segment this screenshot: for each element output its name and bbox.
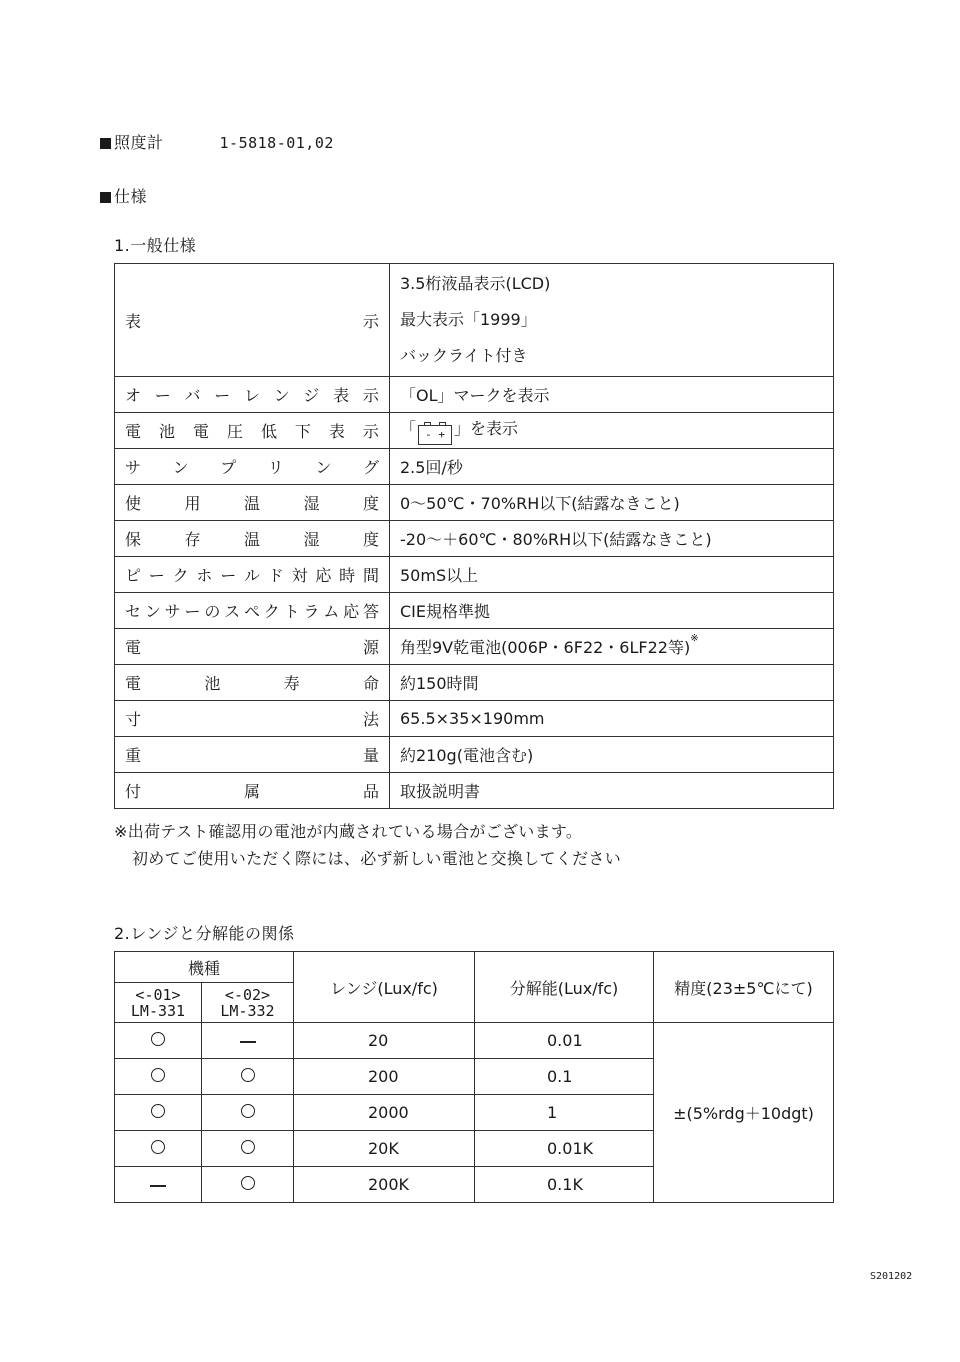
spec-key-label <box>125 779 379 802</box>
range-title: 2.レンジと分解能の関係 <box>114 924 295 943</box>
spec-key <box>115 701 390 737</box>
spec-key-char: ク <box>172 566 189 585</box>
spec-key-char: 表 <box>328 422 345 441</box>
spec-key-char: 応 <box>315 566 332 585</box>
doc-code: S201202 <box>870 1271 913 1282</box>
spec-key-label <box>125 455 379 478</box>
spec-key-char: 示 <box>362 311 379 331</box>
model-02-mark <box>202 1167 294 1203</box>
resolution-value: 0.01 <box>475 1023 654 1059</box>
table-row <box>115 264 834 377</box>
spec-value: CIE規格準拠 <box>390 593 834 629</box>
table-row <box>115 737 834 773</box>
spec-key-char: 圧 <box>226 422 243 441</box>
spec-value: 角型9V乾電池(006P・6F22・6LF22等)※ <box>390 629 834 665</box>
range-header: レンジ(Lux/fc) <box>294 952 475 1023</box>
spec-key-char: ー <box>220 566 237 585</box>
spec-key-char: ン <box>315 458 332 477</box>
spec-key-char: ー <box>154 386 171 405</box>
spec-key <box>115 413 390 449</box>
spec-key <box>115 449 390 485</box>
resolution-header: 分解能(Lux/fc) <box>475 952 654 1023</box>
available-circle-icon <box>241 1068 255 1082</box>
general-spec-title: 1.一般仕様 <box>114 236 197 255</box>
spec-value: 0～50℃・70%RH以下(結露なきこと) <box>390 485 834 521</box>
table-row <box>115 377 834 413</box>
spec-key-label <box>125 563 379 586</box>
unavailable-dash-icon <box>240 1041 256 1043</box>
spec-key-char: 度 <box>362 530 379 549</box>
spec-key <box>115 264 390 377</box>
square-bullet-icon <box>100 192 111 203</box>
spec-key-char: ペ <box>243 602 260 621</box>
table-row <box>115 521 834 557</box>
available-circle-icon <box>151 1104 165 1118</box>
table-header-row <box>115 952 834 983</box>
spec-key-char: 池 <box>204 674 221 693</box>
table-row <box>115 413 834 449</box>
range-value: 200 <box>294 1059 475 1095</box>
spec-key-char: ホ <box>196 566 213 585</box>
model-02-mark <box>202 1095 294 1131</box>
spec-key-label <box>125 743 379 766</box>
model-01-header: <-01> LM-331 <box>115 983 202 1023</box>
unavailable-dash-icon <box>150 1185 166 1187</box>
spec-heading: 仕様 <box>100 184 147 207</box>
table-row <box>115 593 834 629</box>
spec-key-char: ド <box>267 566 284 585</box>
spec-key-char: 間 <box>362 566 379 585</box>
table-row <box>115 449 834 485</box>
spec-key-char: ト <box>283 602 300 621</box>
spec-key-char: レ <box>243 386 260 405</box>
spec-key-char: ー <box>184 602 201 621</box>
model-02-header: <-02> LM-332 <box>202 983 294 1023</box>
spec-value: 3.5桁液晶表示(LCD) 最大表示「1999」 バックライト付き <box>390 264 834 377</box>
spec-key-char: 湿 <box>303 530 320 549</box>
table-row <box>115 485 834 521</box>
accuracy-header: 精度(23±5℃にて) <box>654 952 834 1023</box>
spec-key-label <box>125 419 379 442</box>
spec-key-char: の <box>204 602 221 621</box>
resolution-value: 0.1 <box>475 1059 654 1095</box>
spec-key-char: 時 <box>339 566 356 585</box>
resolution-value: 0.1K <box>475 1167 654 1203</box>
spec-key-char: オ <box>125 386 142 405</box>
spec-key-char: 存 <box>184 530 201 549</box>
spec-key-char: バ <box>184 386 201 405</box>
spec-key-char: リ <box>267 458 284 477</box>
spec-key-char: ン <box>144 602 161 621</box>
spec-key-char: ム <box>323 602 340 621</box>
spec-key-char: 属 <box>243 782 260 801</box>
spec-key-char: 低 <box>260 422 277 441</box>
general-spec-table <box>114 263 834 809</box>
spec-value: 約210g(電池含む) <box>390 737 834 773</box>
spec-key <box>115 521 390 557</box>
spec-key-char: 電 <box>125 422 142 441</box>
spec-key-char: 表 <box>125 311 142 331</box>
spec-key-label <box>125 599 379 622</box>
spec-key-char: 示 <box>362 422 379 441</box>
spec-key-char: サ <box>125 458 142 477</box>
product-code: 1-5818-01,02 <box>219 134 334 152</box>
spec-key-label <box>125 309 379 332</box>
spec-key-char: 表 <box>333 386 350 405</box>
resolution-value: 1 <box>475 1095 654 1131</box>
available-circle-icon <box>241 1176 255 1190</box>
spec-key-char: プ <box>220 458 237 477</box>
spec-key <box>115 377 390 413</box>
model-header: 機種 <box>115 952 294 983</box>
model-01-mark <box>115 1131 202 1167</box>
spec-key-char: ー <box>148 566 165 585</box>
spec-value: 2.5回/秒 <box>390 449 834 485</box>
table-row <box>115 665 834 701</box>
spec-key-char: ー <box>214 386 231 405</box>
spec-key-char: 電 <box>192 422 209 441</box>
battery-icon: - + <box>418 425 452 445</box>
table-row <box>115 1023 834 1059</box>
spec-key-char: ス <box>224 602 241 621</box>
spec-key-char: グ <box>362 458 379 477</box>
spec-key-label <box>125 383 379 406</box>
spec-key-char: ル <box>243 566 260 585</box>
model-02-mark <box>202 1131 294 1167</box>
product-heading: 照度計 1-5818-01,02 <box>100 130 334 153</box>
spec-key-label <box>125 671 379 694</box>
spec-key-char: 湿 <box>303 494 320 513</box>
spec-key-char: 温 <box>243 494 260 513</box>
spec-value: 50mS以上 <box>390 557 834 593</box>
spec-key-char: 答 <box>362 602 379 621</box>
spec-value: 約150時間 <box>390 665 834 701</box>
spec-key-char: セ <box>125 602 142 621</box>
spec-key-char: 寿 <box>283 674 300 693</box>
spec-key-char: 用 <box>184 494 201 513</box>
spec-value: 「 - + 」を表示 <box>390 413 834 449</box>
spec-key-char: 示 <box>362 386 379 405</box>
spec-key <box>115 773 390 809</box>
resolution-value: 0.01K <box>475 1131 654 1167</box>
spec-key-label <box>125 635 379 658</box>
spec-value: -20～＋60℃・80%RH以下(結露なきこと) <box>390 521 834 557</box>
battery-note-line1: ※出荷テスト確認用の電池が内蔵されている場合がございます。 <box>114 822 583 841</box>
accuracy-value: ±(5%rdg＋10dgt) <box>654 1023 834 1203</box>
spec-key-char: 法 <box>362 710 379 729</box>
range-value: 200K <box>294 1167 475 1203</box>
spec-key <box>115 593 390 629</box>
spec-key <box>115 737 390 773</box>
spec-key-label <box>125 491 379 514</box>
range-resolution-table <box>114 951 834 1203</box>
model-02-mark <box>202 1023 294 1059</box>
square-bullet-icon <box>100 138 111 149</box>
available-circle-icon <box>151 1068 165 1082</box>
spec-key-char: 応 <box>343 602 360 621</box>
model-01-mark <box>115 1059 202 1095</box>
table-row <box>115 701 834 737</box>
model-01-mark <box>115 1095 202 1131</box>
range-value: 20 <box>294 1023 475 1059</box>
range-value: 20K <box>294 1131 475 1167</box>
spec-key-char: 保 <box>125 530 142 549</box>
spec-key-char: 源 <box>362 638 379 657</box>
model-01-mark <box>115 1023 202 1059</box>
available-circle-icon <box>241 1104 255 1118</box>
spec-key-label <box>125 527 379 550</box>
spec-key-char: ン <box>273 386 290 405</box>
spec-key-char: ピ <box>125 566 142 585</box>
spec-key-char: サ <box>164 602 181 621</box>
spec-value: 取扱説明書 <box>390 773 834 809</box>
model-02-mark <box>202 1059 294 1095</box>
available-circle-icon <box>241 1140 255 1154</box>
range-value: 2000 <box>294 1095 475 1131</box>
table-row <box>115 629 834 665</box>
note-mark: ※ <box>690 633 699 644</box>
spec-key-char: 度 <box>362 494 379 513</box>
spec-key-char: ジ <box>303 386 320 405</box>
spec-key <box>115 485 390 521</box>
spec-key-char: 命 <box>362 674 379 693</box>
available-circle-icon <box>151 1140 165 1154</box>
spec-key-char: 温 <box>243 530 260 549</box>
spec-key-char: 電 <box>125 674 142 693</box>
spec-key-char: 付 <box>125 782 142 801</box>
model-01-mark <box>115 1167 202 1203</box>
spec-key-char: ラ <box>303 602 320 621</box>
spec-key-char: 重 <box>125 746 142 765</box>
spec-key <box>115 629 390 665</box>
spec-key-char: ン <box>172 458 189 477</box>
table-row <box>115 773 834 809</box>
spec-key-char: 下 <box>294 422 311 441</box>
spec-key-char: 池 <box>158 422 175 441</box>
spec-key-char: 量 <box>362 746 379 765</box>
spec-key <box>115 557 390 593</box>
spec-value: 65.5×35×190mm <box>390 701 834 737</box>
spec-key-label <box>125 707 379 730</box>
battery-note-line2: 初めてご使用いただく際には、必ず新しい電池と交換してください <box>132 849 622 868</box>
spec-key <box>115 665 390 701</box>
table-row <box>115 557 834 593</box>
spec-key-char: ク <box>263 602 280 621</box>
spec-key-char: 対 <box>291 566 308 585</box>
available-circle-icon <box>151 1032 165 1046</box>
spec-value: 「OL」マークを表示 <box>390 377 834 413</box>
spec-key-char: 寸 <box>125 710 142 729</box>
spec-key-char: 使 <box>125 494 142 513</box>
spec-key-char: 品 <box>362 782 379 801</box>
spec-key-char: 電 <box>125 638 142 657</box>
